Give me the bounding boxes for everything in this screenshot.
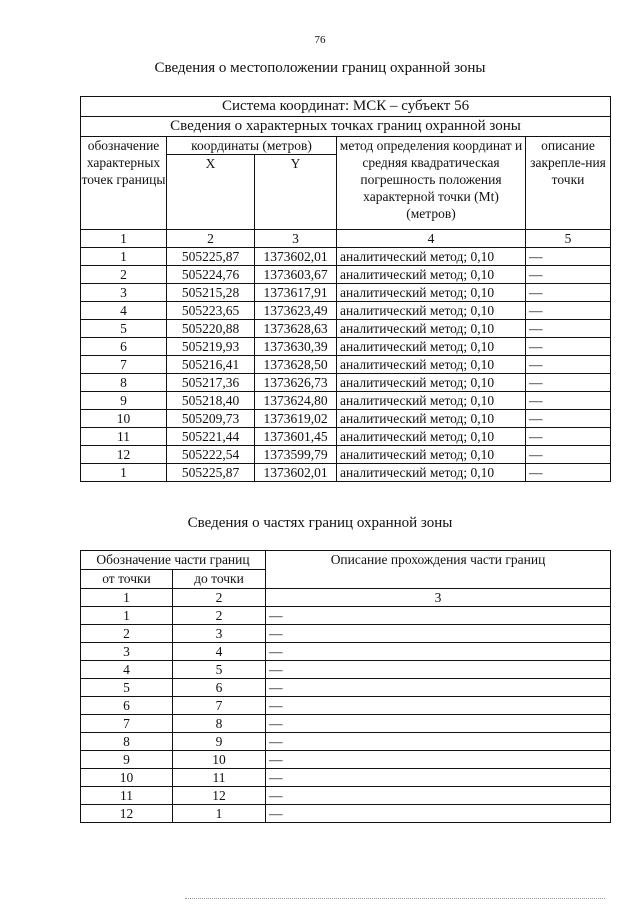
description: — <box>266 697 611 715</box>
description: — <box>526 302 611 320</box>
table-row <box>81 338 611 356</box>
coord-y: 1373628,63 <box>255 320 337 338</box>
to-point: 1 <box>173 805 266 823</box>
table-row <box>81 410 611 428</box>
table-row <box>81 805 611 823</box>
table-row <box>81 302 611 320</box>
table-row <box>81 392 611 410</box>
description: — <box>526 266 611 284</box>
table-row <box>81 733 611 751</box>
description: — <box>526 338 611 356</box>
table-row <box>81 464 611 482</box>
col-number: 2 <box>173 589 266 607</box>
col-number: 5 <box>526 230 611 248</box>
col-number: 3 <box>255 230 337 248</box>
col-number: 1 <box>81 589 173 607</box>
point-id: 4 <box>81 302 167 320</box>
table-row <box>81 248 611 266</box>
coord-x: 505218,40 <box>167 392 255 410</box>
from-point: 4 <box>81 661 173 679</box>
method: аналитический метод; 0,10 <box>337 266 526 284</box>
coord-y: 1373624,80 <box>255 392 337 410</box>
from-point: 10 <box>81 769 173 787</box>
coord-y: 1373626,73 <box>255 374 337 392</box>
col-from-header: от точки <box>81 570 173 589</box>
coord-x: 505225,87 <box>167 248 255 266</box>
point-id: 11 <box>81 428 167 446</box>
description: — <box>266 643 611 661</box>
table-row <box>81 356 611 374</box>
coord-y: 1373602,01 <box>255 464 337 482</box>
point-id: 12 <box>81 446 167 464</box>
point-id: 3 <box>81 284 167 302</box>
section-title-location: Сведения о местоположении границ охранной зоны <box>154 60 486 76</box>
coord-y: 1373628,50 <box>255 356 337 374</box>
method: аналитический метод; 0,10 <box>337 320 526 338</box>
coord-y: 1373630,39 <box>255 338 337 356</box>
coord-x: 505215,28 <box>167 284 255 302</box>
col-point-header: обозначение характерных точек границы <box>81 137 167 230</box>
point-id: 1 <box>81 248 167 266</box>
page-number: 76 <box>314 34 326 46</box>
to-point: 9 <box>173 733 266 751</box>
coord-x: 505222,54 <box>167 446 255 464</box>
method: аналитический метод; 0,10 <box>337 464 526 482</box>
table-row <box>81 679 611 697</box>
table-row <box>81 374 611 392</box>
to-point: 12 <box>173 787 266 805</box>
method: аналитический метод; 0,10 <box>337 356 526 374</box>
table-row <box>81 428 611 446</box>
description: — <box>266 733 611 751</box>
coordinate-system: Система координат: МСК – субъект 56 <box>81 97 611 117</box>
from-point: 1 <box>81 607 173 625</box>
point-id: 5 <box>81 320 167 338</box>
points-table <box>80 96 611 482</box>
table-row <box>81 284 611 302</box>
col-number: 4 <box>337 230 526 248</box>
to-point: 7 <box>173 697 266 715</box>
description: — <box>526 320 611 338</box>
description: — <box>526 284 611 302</box>
point-id: 2 <box>81 266 167 284</box>
coord-y: 1373601,45 <box>255 428 337 446</box>
method: аналитический метод; 0,10 <box>337 392 526 410</box>
description: — <box>266 769 611 787</box>
description: — <box>526 392 611 410</box>
to-point: 6 <box>173 679 266 697</box>
description: — <box>526 428 611 446</box>
to-point: 5 <box>173 661 266 679</box>
description: — <box>266 715 611 733</box>
table-row <box>81 787 611 805</box>
table-row <box>81 446 611 464</box>
point-id: 6 <box>81 338 167 356</box>
point-id: 10 <box>81 410 167 428</box>
method: аналитический метод; 0,10 <box>337 338 526 356</box>
table-row <box>81 769 611 787</box>
coord-x: 505220,88 <box>167 320 255 338</box>
method: аналитический метод; 0,10 <box>337 374 526 392</box>
col-part-header: Обозначение части границ <box>81 551 266 570</box>
from-point: 7 <box>81 715 173 733</box>
point-id: 8 <box>81 374 167 392</box>
coord-x: 505221,44 <box>167 428 255 446</box>
description: — <box>526 374 611 392</box>
table-row <box>81 643 611 661</box>
description: — <box>266 805 611 823</box>
method: аналитический метод; 0,10 <box>337 446 526 464</box>
to-point: 3 <box>173 625 266 643</box>
from-point: 8 <box>81 733 173 751</box>
to-point: 11 <box>173 769 266 787</box>
col-desc-header: Описание прохождения части границ <box>266 551 611 589</box>
coord-x: 505225,87 <box>167 464 255 482</box>
from-point: 9 <box>81 751 173 769</box>
section-title-parts: Сведения о частях границ охранной зоны <box>187 515 453 531</box>
description: — <box>526 248 611 266</box>
coord-x: 505219,93 <box>167 338 255 356</box>
col-method-header: метод определения координат и средняя квадратическая погрешность положения характерной точки (Mt) (метров) <box>337 137 526 230</box>
to-point: 2 <box>173 607 266 625</box>
table-row <box>81 661 611 679</box>
method: аналитический метод; 0,10 <box>337 410 526 428</box>
point-id: 7 <box>81 356 167 374</box>
col-desc-header: описание закрепле-ния точки <box>526 137 611 230</box>
to-point: 10 <box>173 751 266 769</box>
point-id: 9 <box>81 392 167 410</box>
description: — <box>526 356 611 374</box>
description: — <box>526 446 611 464</box>
point-id: 1 <box>81 464 167 482</box>
coord-y: 1373602,01 <box>255 248 337 266</box>
table-subtitle: Сведения о характерных точках границ охранной зоны <box>81 117 611 137</box>
description: — <box>266 625 611 643</box>
description: — <box>526 410 611 428</box>
table-row <box>81 266 611 284</box>
table-row <box>81 715 611 733</box>
coord-y: 1373599,79 <box>255 446 337 464</box>
table-row <box>81 320 611 338</box>
col-y-header: Y <box>255 155 337 230</box>
coord-y: 1373617,91 <box>255 284 337 302</box>
description: — <box>526 464 611 482</box>
coord-x: 505224,76 <box>167 266 255 284</box>
table-row <box>81 607 611 625</box>
method: аналитический метод; 0,10 <box>337 284 526 302</box>
col-number: 1 <box>81 230 167 248</box>
coord-x: 505209,73 <box>167 410 255 428</box>
method: аналитический метод; 0,10 <box>337 302 526 320</box>
description: — <box>266 661 611 679</box>
col-x-header: X <box>167 155 255 230</box>
coord-x: 505217,36 <box>167 374 255 392</box>
from-point: 12 <box>81 805 173 823</box>
from-point: 6 <box>81 697 173 715</box>
col-to-header: до точки <box>173 570 266 589</box>
col-number: 3 <box>266 589 611 607</box>
description: — <box>266 787 611 805</box>
to-point: 8 <box>173 715 266 733</box>
from-point: 2 <box>81 625 173 643</box>
description: — <box>266 679 611 697</box>
parts-table <box>80 550 611 823</box>
description: — <box>266 751 611 769</box>
col-number: 2 <box>167 230 255 248</box>
table-row <box>81 625 611 643</box>
description: — <box>266 607 611 625</box>
coord-y: 1373619,02 <box>255 410 337 428</box>
from-point: 5 <box>81 679 173 697</box>
table-row <box>81 697 611 715</box>
coord-y: 1373623,49 <box>255 302 337 320</box>
from-point: 11 <box>81 787 173 805</box>
col-coords-header: координаты (метров) <box>167 137 337 155</box>
from-point: 3 <box>81 643 173 661</box>
coord-x: 505223,65 <box>167 302 255 320</box>
method: аналитический метод; 0,10 <box>337 248 526 266</box>
table-row <box>81 751 611 769</box>
coord-y: 1373603,67 <box>255 266 337 284</box>
method: аналитический метод; 0,10 <box>337 428 526 446</box>
coord-x: 505216,41 <box>167 356 255 374</box>
footer-divider <box>185 898 605 901</box>
to-point: 4 <box>173 643 266 661</box>
